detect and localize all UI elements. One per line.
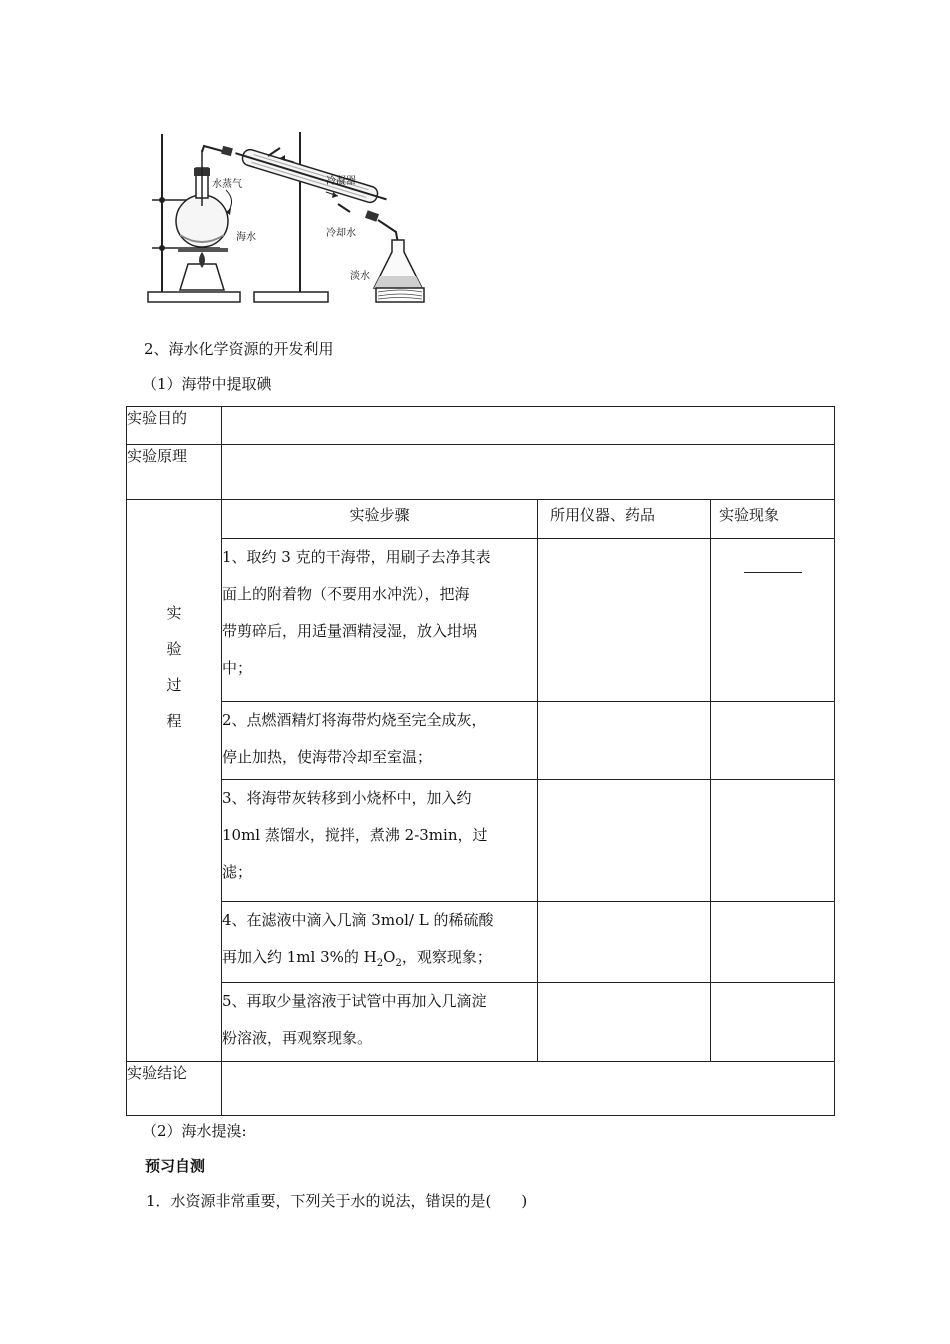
step-1: 1、取约 3 克的干海带，用刷子去净其表 面上的附着物（不要用水冲洗），把海 带剪碎后，用适量酒精浸湿，放入坩埚 中；: [222, 539, 538, 702]
section-heading: 2、海水化学资源的开发利用: [144, 340, 334, 358]
label-seawater: 海水: [236, 232, 256, 243]
principle-label: 实验原理: [127, 445, 222, 500]
step-5-phenomena: [711, 983, 835, 1062]
label-condenser: 冷凝器: [326, 176, 356, 187]
step-4-phenomena: [711, 902, 835, 983]
subheading-iodine: （1）海带中提取碘: [142, 375, 272, 393]
step-3-instruments: [538, 780, 711, 902]
step-5: 5、再取少量溶液于试管中再加入几滴淀 粉溶液，再观察现象。: [222, 983, 538, 1062]
purpose-label: 实验目的: [127, 407, 222, 445]
step-2-instruments: [538, 702, 711, 780]
step-1-phenomena: [711, 539, 835, 702]
process-label: 实 验 过 程: [127, 500, 222, 1062]
question-1: 1．水资源非常重要，下列关于水的说法，错误的是( ): [146, 1192, 528, 1210]
step-2-phenomena: [711, 702, 835, 780]
blank-line: [744, 572, 802, 573]
step-5-instruments: [538, 983, 711, 1062]
conclusion-cell: [222, 1062, 835, 1116]
distillation-apparatus-figure: [140, 128, 432, 306]
step-3-phenomena: [711, 780, 835, 902]
step-4-instruments: [538, 902, 711, 983]
header-instruments: 所用仪器、药品: [538, 500, 711, 539]
purpose-cell: [222, 407, 835, 445]
step-2: 2、点燃酒精灯将海带灼烧至完全成灰， 停止加热，使海带冷却至室温；: [222, 702, 538, 780]
experiment-table: [126, 406, 835, 1116]
conclusion-label: 实验结论: [127, 1062, 222, 1116]
step-4: 4、在滤液中滴入几滴 3mol/ L 的稀硫酸 再加入约 1ml 3%的 $H_2O_2$，观察现象；: [222, 902, 538, 983]
principle-cell: [222, 445, 835, 500]
step-1-instruments: [538, 539, 711, 702]
header-phenomena: 实验现象: [711, 500, 835, 539]
subheading-bromine: （2）海水提溴:: [142, 1122, 247, 1140]
label-fresh-water: 淡水: [350, 271, 370, 282]
header-steps: 实验步骤: [222, 500, 538, 539]
step-3: 3、将海带灰转移到小烧杯中，加入约 10ml 蒸馏水，搅拌，煮沸 2-3min，过 滤；: [222, 780, 538, 902]
label-steam: 水蒸气: [212, 179, 242, 190]
label-cooling-water: 冷却水: [326, 228, 356, 239]
preview-heading: 预习自测: [145, 1157, 206, 1175]
